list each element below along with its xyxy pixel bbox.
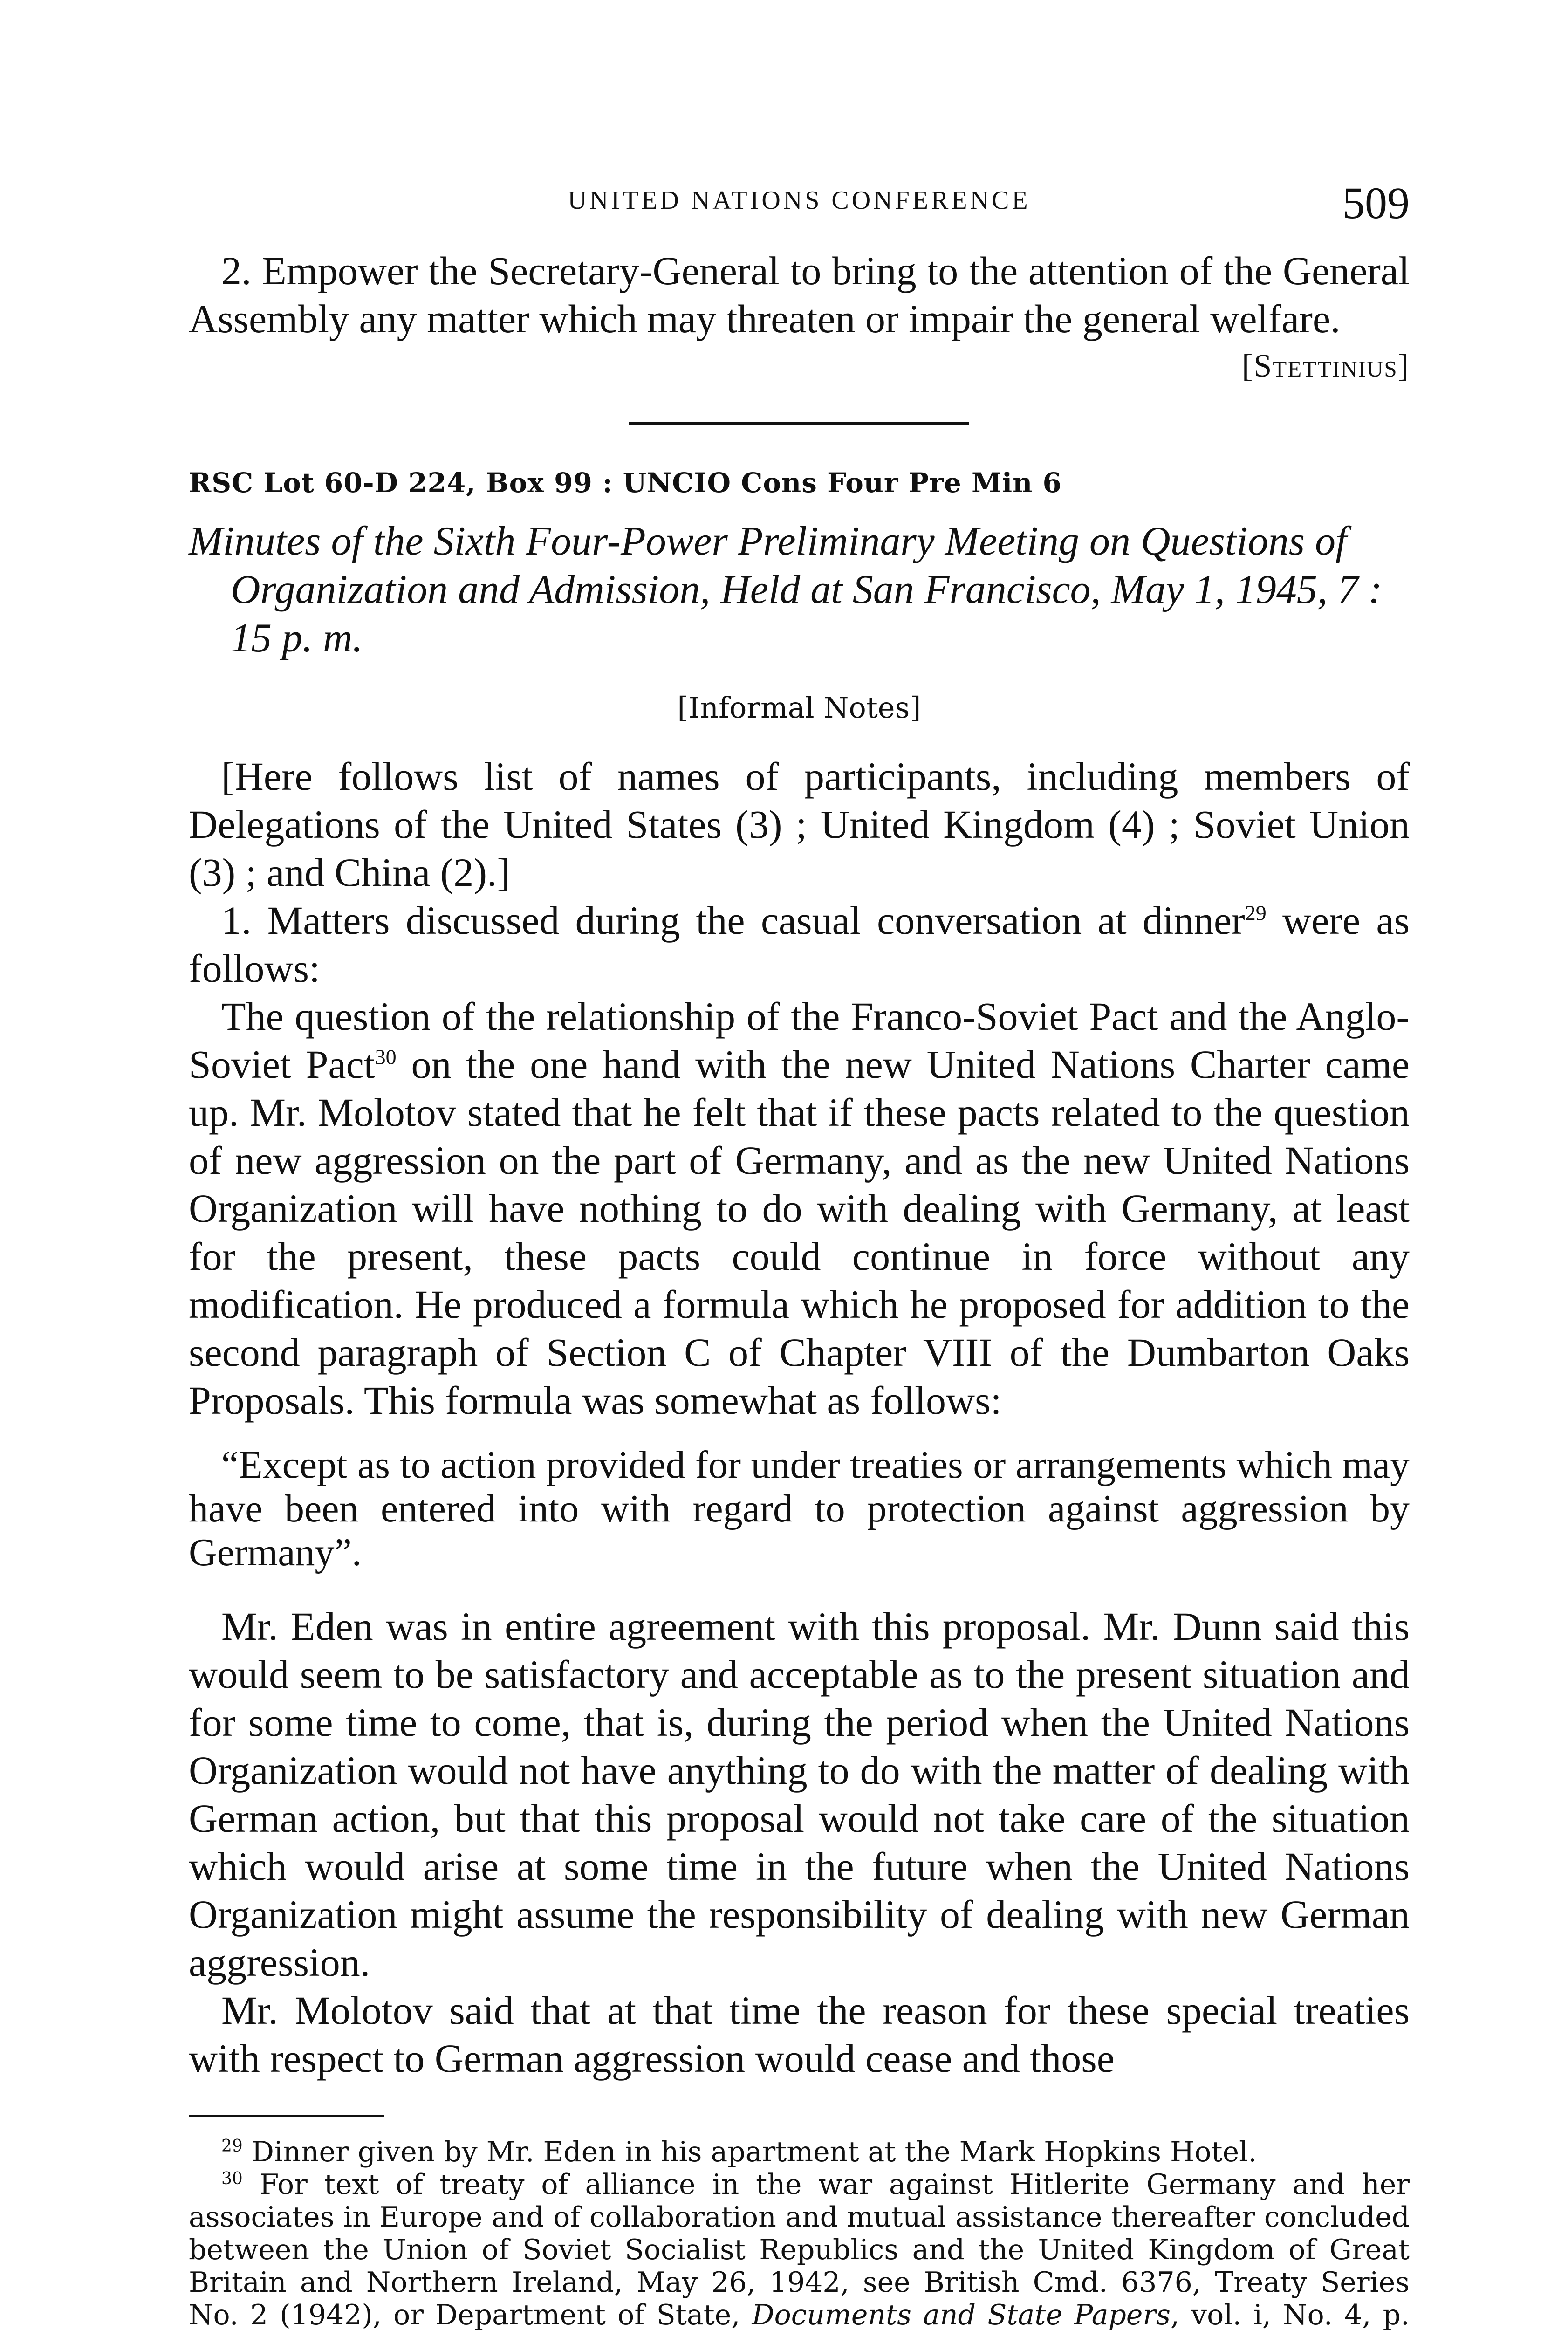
footnote-ref-29: 29 [1245,901,1267,925]
paragraph-molotov: Mr. Molotov said that at that time the reason for these special treaties with respect to German aggression would cease and those [189,1988,1410,2081]
page-number: 509 [1342,178,1410,228]
source-citation: RSC Lot 60-D 224, Box 99 : UNCIO Cons Four Pre Min 6 [189,467,1062,499]
signature: [Stettinius] [1242,348,1410,384]
footnote-ref-30: 30 [375,1045,397,1069]
footnote-30 [189,2168,1410,2330]
paragraph-pacts-text: The question of the relationship of the Franco-Soviet Pact and the Anglo-Soviet Pact [189,994,1410,1087]
footnote-30-mark: 30 [221,2169,243,2188]
footnote-divider [189,2115,384,2117]
footnote-29-mark: 29 [221,2137,243,2156]
footnote-29-text: Dinner given by Mr. Eden in his apartment at the Mark Hopkins Hotel. [251,2136,1257,2168]
paragraph-pacts [189,993,1410,1425]
paragraph-eden-dunn: Mr. Eden was in entire agreement with this proposal. Mr. Dunn said this would seem to be satisfactory and acceptable as to the present situation and for some time to come, that is, during the period when the United Nations Organization would not have anything to do with the matter of dealing with German action, but that this proposal would not take care of the situation which would arise at some time in the future when the United Nations Organization might assume the responsibility of dealing with new German aggression. [189,1604,1410,1985]
section-divider [629,422,969,425]
footnote-29 [189,2136,1410,2168]
document-title: Minutes of the Sixth Four-Power Preliminary Meeting on Questions of Organization and Admission, Held at San Francisco, May 1, 1945, 7 : 15 p. m. [189,519,1383,661]
footnote-30-text: For text of treaty of alliance in the war against Hitlerite Germany and her associates in Europe and of collaboration and mutual assistance thereafter concluded between the Union of Soviet Socialist Republics and the United Kingdom of Great Britain and Northern Ireland, May 26, 1942, see British Cmd. 6376, Treaty Series No. 2 (1942), or Department of State, [189,2168,1410,2330]
paragraph-participants: [Here follows list of names of participants, including members of Delegations of the United States (3) ; United Kingdom (4) ; Soviet Union (3) ; and China (2).] [189,754,1410,895]
document-page [189,177,1410,2330]
paragraph-matters [189,897,1410,993]
running-title: UNITED NATIONS CONFERENCE [568,186,1031,215]
paragraph-matters-text-end: were as follows: [189,898,1410,991]
paragraph-matters-text: 1. Matters discussed during the casual conversation at dinner [221,898,1245,943]
notes-label: [Informal Notes] [677,691,921,725]
paragraph-pacts-text-end: on the one hand with the new United Nations Charter came up. Mr. Molotov stated that he felt that if these pacts related to the question of new aggression on the part of Germany, and as the new United Nations Organization will have nothing to do with dealing with Germany, at least for the present, these pacts could continue in force without any modification. He produced a formula which he proposed for addition to the second paragraph of Section C of Chapter VIII of the Dumbarton Oaks Proposals. This formula was somewhat as follows: [189,1042,1410,1423]
running-header [189,177,1410,228]
footnote-30-text-end: , vol. i, No. 4, p. [1170,2299,1410,2330]
formula-quote: “Except as to action provided for under treaties or arrangements which may have been entered into with regard to protection against aggression by Germany”. [189,1443,1410,1574]
paragraph-item-2: 2. Empower the Secretary-General to bring to the attention of the General Assembly any matter which may threaten or impair the general welfare. [189,248,1410,341]
footnote-30-italic: Documents and State Papers [752,2299,1171,2330]
